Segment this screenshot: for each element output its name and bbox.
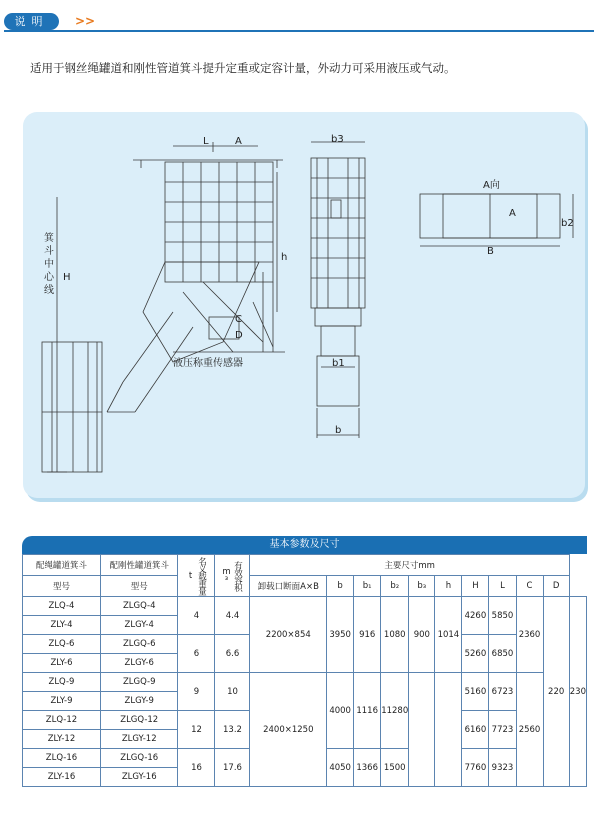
table-cell: 2360 (516, 597, 543, 673)
dim-label-B: B (487, 246, 494, 257)
dim-label-h: h (281, 252, 288, 263)
table-cell: 7760 (462, 749, 489, 787)
table-cell: 4260 (462, 597, 489, 635)
a-small-label: A (509, 208, 516, 219)
table-title: 基本参数及尺寸 (22, 536, 587, 554)
table-cell: ZLQ-12 (23, 711, 101, 730)
table-cell: 5160 (462, 673, 489, 711)
col-b2: b₂ (381, 576, 409, 597)
table-cell: 900 (409, 597, 435, 673)
table-cell: 16 (178, 749, 215, 787)
dim-label-b1: b1 (332, 358, 345, 369)
description-text: 适用于钢丝绳罐道和刚性管道箕斗提升定重或定容计量，外动力可采用液压或气动。 (30, 61, 456, 75)
table-cell: 6160 (462, 711, 489, 749)
table-cell: 2560 (516, 673, 543, 787)
table-cell: 1080 (381, 597, 409, 673)
header-volume: 有效容积m³ (215, 555, 250, 597)
col-D: D (543, 576, 569, 597)
sensor-label: 液压称重传感器 (173, 358, 243, 369)
table-cell: 4.4 (215, 597, 250, 635)
section-arrow: >> (75, 14, 96, 28)
table-cell: 2400×1250 (250, 673, 327, 787)
table-cell: 7723 (489, 711, 516, 749)
table-cell: 6.6 (215, 635, 250, 673)
table-cell: 1116 (354, 673, 381, 749)
table-cell: ZLY-9 (23, 692, 101, 711)
dim-label-b2: b2 (561, 218, 574, 229)
col-b1: b₁ (354, 576, 381, 597)
section-title: 说明 (14, 15, 49, 28)
section-title-badge (4, 13, 59, 30)
table-cell: ZLY-6 (23, 654, 101, 673)
col-b: b (327, 576, 354, 597)
table-cell: 9323 (489, 749, 516, 787)
table-cell: 230 (569, 597, 586, 787)
table-cell: ZLQ-16 (23, 749, 101, 768)
table-cell: ZLGQ-6 (100, 635, 178, 654)
table-cell: 1366 (354, 749, 381, 787)
table-cell: ZLY-4 (23, 616, 101, 635)
header-rope: 配绳罐道箕斗 (23, 555, 101, 576)
table-cell: 5850 (489, 597, 516, 635)
header-main-dims: 主要尺寸mm (250, 555, 569, 576)
table-cell: ZLQ-9 (23, 673, 101, 692)
table-cell: ZLGQ-9 (100, 673, 178, 692)
table-cell: 1500 (381, 749, 409, 787)
diagram-drawing (23, 112, 585, 498)
header-outlet: 卸载口断面A×B (250, 576, 327, 597)
header-load: 名义载重量t (178, 555, 215, 597)
table-cell: ZLY-12 (23, 730, 101, 749)
table-cell: 6723 (489, 673, 516, 711)
col-C: C (516, 576, 543, 597)
table-cell: 5260 (462, 635, 489, 673)
col-H: H (462, 576, 489, 597)
table-cell: 2200×854 (250, 597, 327, 673)
dim-label-H: H (63, 272, 71, 283)
header-model: 型号 (23, 576, 101, 597)
table-cell: 10 (215, 673, 250, 711)
col-b3: b₃ (409, 576, 435, 597)
table-cell: ZLY-16 (23, 768, 101, 787)
table-cell: 916 (354, 597, 381, 673)
technical-diagram (23, 112, 585, 498)
col-h: h (435, 576, 462, 597)
section-divider (4, 30, 594, 32)
dim-label-D: D (235, 330, 243, 341)
table-cell: 11280 (381, 673, 409, 749)
col-L: L (489, 576, 516, 597)
table-cell (409, 673, 435, 787)
table-cell: 4050 (327, 749, 354, 787)
table-cell: ZLGY-12 (100, 730, 178, 749)
dim-label-b3: b3 (331, 134, 344, 145)
table-cell: ZLQ-6 (23, 635, 101, 654)
dim-label-b: b (335, 425, 342, 436)
table-cell: ZLGQ-16 (100, 749, 178, 768)
table-cell: ZLGY-9 (100, 692, 178, 711)
table-cell: ZLGY-4 (100, 616, 178, 635)
table-cell: 1014 (435, 597, 462, 673)
header-rigid: 配刚性罐道箕斗 (100, 555, 178, 576)
table-cell (435, 673, 462, 787)
center-line-label: 箕斗中心线 (44, 233, 54, 296)
table-cell: 220 (543, 597, 569, 787)
dim-label-L: L (203, 136, 209, 147)
table-cell: 6 (178, 635, 215, 673)
header-model-2: 型号 (100, 576, 178, 597)
table-cell: 4 (178, 597, 215, 635)
dim-label-C: C (235, 314, 242, 325)
parameters-table (22, 536, 587, 787)
table-cell: ZLGY-6 (100, 654, 178, 673)
table-cell: 17.6 (215, 749, 250, 787)
table-cell: 4000 (327, 673, 354, 749)
table-cell: 12 (178, 711, 215, 749)
dim-label-A: A (235, 136, 242, 147)
a-view-label: A向 (483, 180, 500, 191)
table-cell: ZLQ-4 (23, 597, 101, 616)
table-cell: 13.2 (215, 711, 250, 749)
table-cell: ZLGQ-12 (100, 711, 178, 730)
table-cell: 3950 (327, 597, 354, 673)
table-cell: ZLGQ-4 (100, 597, 178, 616)
table-cell: 6850 (489, 635, 516, 673)
table-cell: 9 (178, 673, 215, 711)
table-cell: ZLGY-16 (100, 768, 178, 787)
